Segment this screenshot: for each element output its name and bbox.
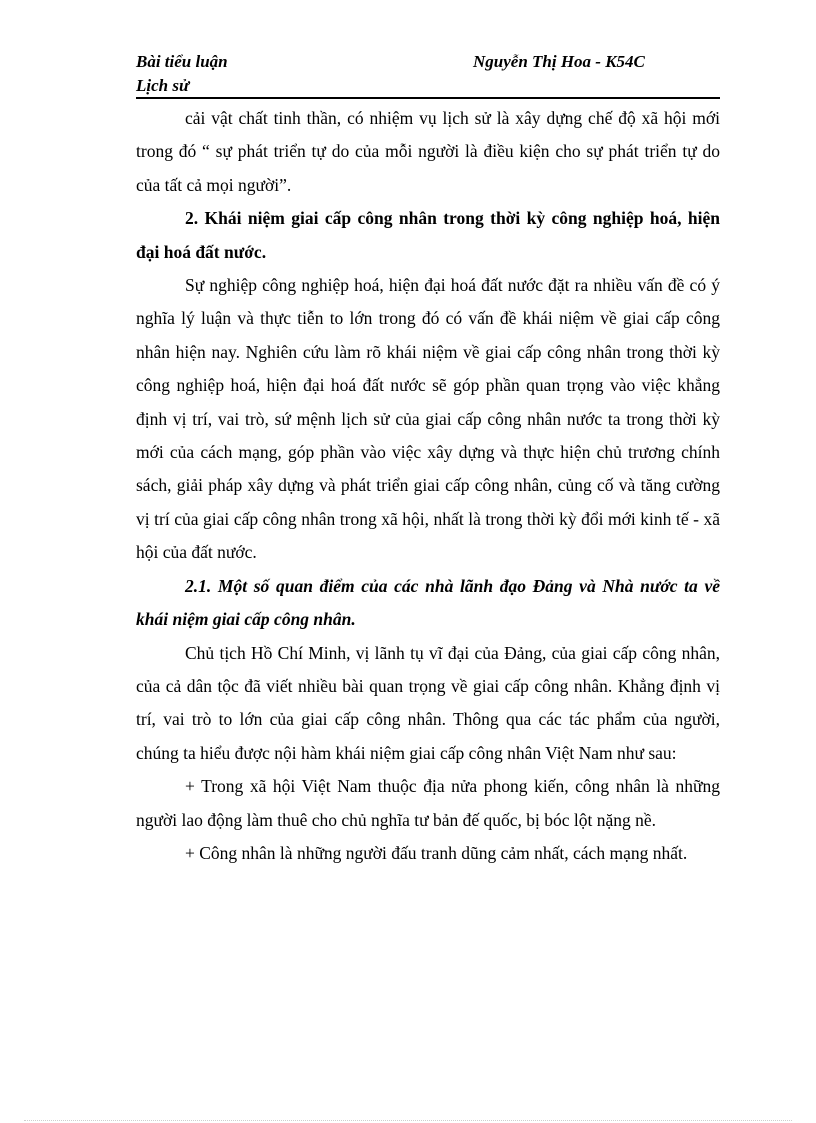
header-author: Nguyễn Thị Hoa - K54C (473, 52, 645, 71)
paragraph-continuation: cải vật chất tinh thần, có nhiệm vụ lịch sử là xây dựng chế độ xã hội mới trong đó “ sự phát triển tự do của mỗi người là điều kiện cho sự phát triển tự do của tất cả mọi người”. (136, 108, 720, 195)
header-rule (136, 97, 720, 99)
bullet-paragraph: + Trong xã hội Việt Nam thuộc địa nửa phong kiến, công nhân là những người lao động làm thuê cho chủ nghĩa tư bản đế quốc, bị bóc lột nặng nề. (136, 776, 720, 830)
paragraph: Chủ tịch Hồ Chí Minh, vị lãnh tụ vĩ đại của Đảng, của giai cấp công nhân, của cả dân tộc đã viết nhiều bài quan trọng về giai cấp công nhân. Khẳng định vị trí, vai trò to lớn của giai cấp công nhân. Thông qua các tác phẩm của người, chúng ta hiểu được nội hàm khái niệm giai cấp công nhân Việt Nam như sau: (136, 642, 720, 763)
document-body (136, 102, 720, 870)
header-doc-type: Bài tiểu luận (136, 52, 228, 71)
section-heading-2: 2. Khái niệm giai cấp công nhân trong thời kỳ công nghiệp hoá, hiện đại hoá đất nước. (136, 208, 720, 262)
bullet-paragraph: + Công nhân là những người đấu tranh dũng cảm nhất, cách mạng nhất. (185, 842, 688, 863)
section-heading-2-1: 2.1. Một số quan điểm của các nhà lãnh đạo Đảng và Nhà nước ta về khái niệm giai cấp công nhân. (136, 575, 720, 630)
header-subject: Lịch sử (136, 76, 190, 95)
paragraph: Sự nghiệp công nghiệp hoá, hiện đại hoá đất nước đặt ra nhiều vấn đề có ý nghĩa lý luận và thực tiễn to lớn trong đó có vấn đề khái niệm về giai cấp công nhân hiện nay. Nghiên cứu làm rõ khái niệm về giai cấp công nhân trong thời kỳ công nghiệp hoá, hiện đại hoá đất nước sẽ góp phần quan trọng vào việc khẳng định vị trí, vai trò, sứ mệnh lịch sử của giai cấp công nhân nước ta trong thời kỳ mới của cách mạng, góp phần vào việc xây dựng và thực hiện chủ trương chính sách, giải pháp xây dựng và phát triển giai cấp công nhân, củng cố và tăng cường vị trí của giai cấp công nhân trong xã hội, nhất là trong thời kỳ đổi mới kinh tế - xã hội của đất nước. (136, 275, 720, 563)
page-bottom-border (24, 1120, 792, 1121)
